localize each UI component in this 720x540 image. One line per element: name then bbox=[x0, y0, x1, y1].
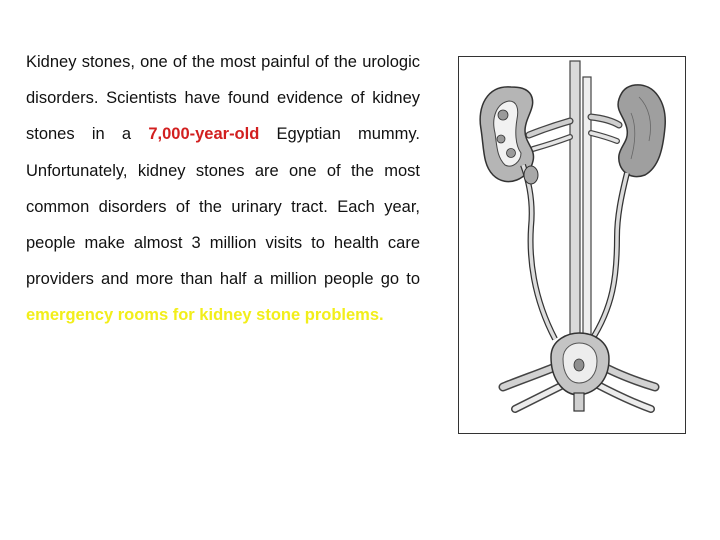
kidney-stone-1 bbox=[498, 110, 508, 120]
urinary-tract-illustration bbox=[458, 56, 686, 434]
aorta-vessel bbox=[570, 61, 580, 361]
urethra bbox=[574, 393, 584, 411]
kidney-stone-3 bbox=[507, 149, 516, 158]
left-ureter bbox=[523, 165, 555, 339]
body-paragraph bbox=[26, 44, 420, 334]
urinary-tract-drawing bbox=[459, 57, 685, 433]
paragraph-text-2: Egyptian mummy. Unfortunately, kidney stones are one of the most common disorders of the urinary tract. Each year, people make almost 3 million visits to health care providers and more than half a million people go to bbox=[26, 125, 420, 289]
right-kidney bbox=[618, 85, 665, 177]
highlight-red-text: 7,000-year-old bbox=[148, 125, 260, 144]
paragraph-text-1: Kidney stones, one of the most painful of the urologic disorders. Scientists have found evidence of kidney stones in a bbox=[26, 53, 420, 144]
kidney-stone-2 bbox=[497, 135, 505, 143]
ureter-stone bbox=[524, 166, 538, 184]
bladder-stone bbox=[574, 359, 584, 371]
highlight-yellow-text: emergency rooms for kidney stone problems. bbox=[26, 306, 384, 325]
